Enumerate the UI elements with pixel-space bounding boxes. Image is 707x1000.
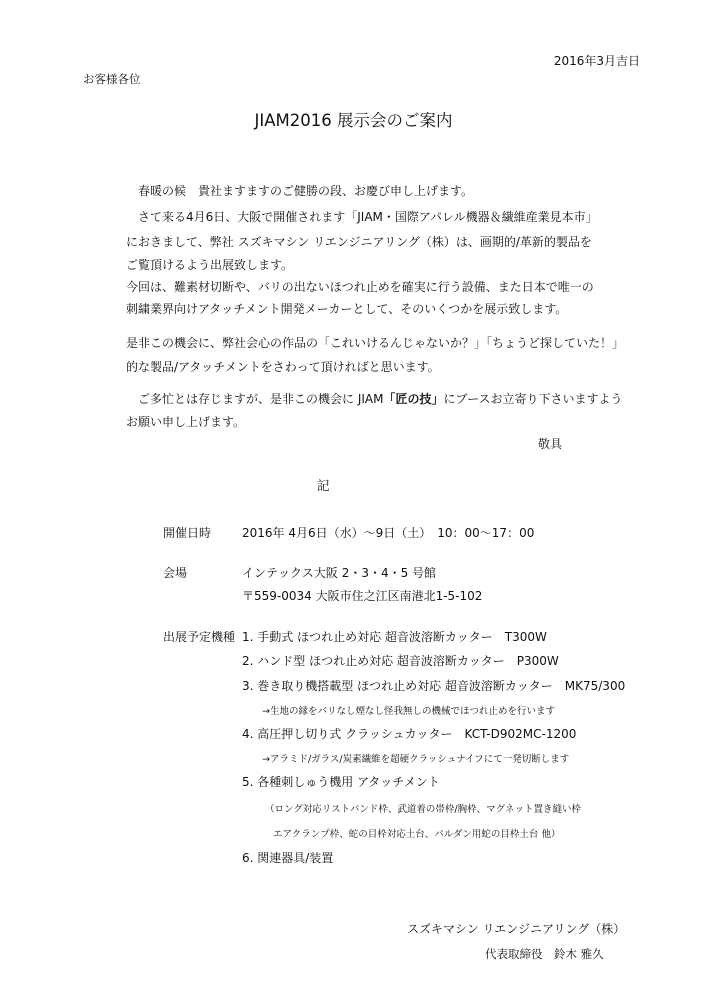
body-paragraph-line: 春暖の候 貴社ますますのご健勝の段、お慶び申し上げます。 [126, 184, 474, 198]
venue-label: 会場 [163, 566, 188, 580]
body-text: ご多忙とは存じますが、是非この機会に JIAM [126, 392, 384, 406]
company-name: スズキマシン リエンジニアリング（株） [407, 922, 626, 936]
machine-note: →生地の縁をバリなし煙なし怪我無しの機械でほつれ止めを行います [262, 706, 555, 717]
letter-date: 2016年3月吉日 [553, 54, 640, 68]
venue-name: インテックス大阪 2・3・4・5 号館 [242, 566, 437, 580]
body-paragraph-line: ご覧頂けるよう出展致します。 [126, 258, 294, 272]
machine-item: 6. 関連器具/装置 [242, 851, 334, 865]
machine-note: （ロング対応リストバンド枠、武道着の帯枠/胸枠、マグネット置き縫い枠 [265, 804, 582, 815]
machine-item: 1. 手動式 ほつれ止め対応 超音波溶断カッター T300W [242, 630, 547, 644]
machine-note: エアクランプ枠、蛇の目枠対応土台、バルダン用蛇の目枠土台 他） [273, 829, 561, 840]
machine-item: 3. 巻き取り機搭載型 ほつれ止め対応 超音波溶断カッター MK75/300 [242, 679, 626, 693]
recipient: お客様各位 [83, 72, 141, 86]
date-label: 開催日時 [163, 526, 212, 540]
machine-item: 4. 高圧押し切り式 クラッシュカッター KCT-D902MC-1200 [242, 727, 577, 741]
machine-item: 5. 各種刺しゅう機用 アタッチメント [242, 775, 440, 789]
page-title: JIAM2016 展示会のご案内 [254, 111, 453, 130]
body-paragraph-line: 的な製品/アタッチメントをさわって頂ければと思います。 [126, 360, 440, 374]
body-paragraph-line: 是非この機会に、弊社会心の作品の「これいけるんじゃないか？」「ちょうど探していた！」 [126, 336, 625, 350]
body-paragraph-line: 今回は、難素材切断や、バリの出ないほつれ止めを確実に行う設備、また日本で唯一の [126, 280, 594, 294]
body-paragraph-line: さて来る4月6日、大阪で開催されます「JIAM・国際アパレル機器＆繊維産業見本市」 [126, 210, 598, 224]
body-paragraph-line [126, 390, 623, 407]
signer-name: 代表取締役 鈴木 雅久 [485, 947, 604, 961]
machines-label: 出展予定機種 [163, 630, 236, 644]
body-paragraph-line: お願い申し上げます。 [126, 415, 246, 429]
date-value: 2016年 4月6日（水）～9日（土） 10：00～17：00 [242, 526, 535, 540]
body-paragraph-line: 刺繍業界向けアタッチメント開発メーカーとして、そのいくつかを展示致します。 [126, 302, 568, 316]
body-paragraph-line: におきまして、弊社 スズキマシン リエンジニアリング（株）は、画期的/革新的製品を [126, 235, 592, 249]
closing-word: 敬具 [538, 437, 563, 451]
body-text: にブースお立寄り下さいますよう [443, 392, 623, 406]
venue-address: 〒559-0034 大阪市住之江区南港北1-5-102 [242, 589, 483, 603]
ki-heading: 記 [317, 478, 330, 493]
machine-item: 2. ハンド型 ほつれ止め対応 超音波溶断カッター P300W [242, 654, 559, 668]
machine-note: →アラミド/ガラス/炭素繊維を超硬クラッシュナイフにて一発切断します [262, 754, 570, 765]
highlight-text: 「匠の技」 [383, 392, 444, 406]
